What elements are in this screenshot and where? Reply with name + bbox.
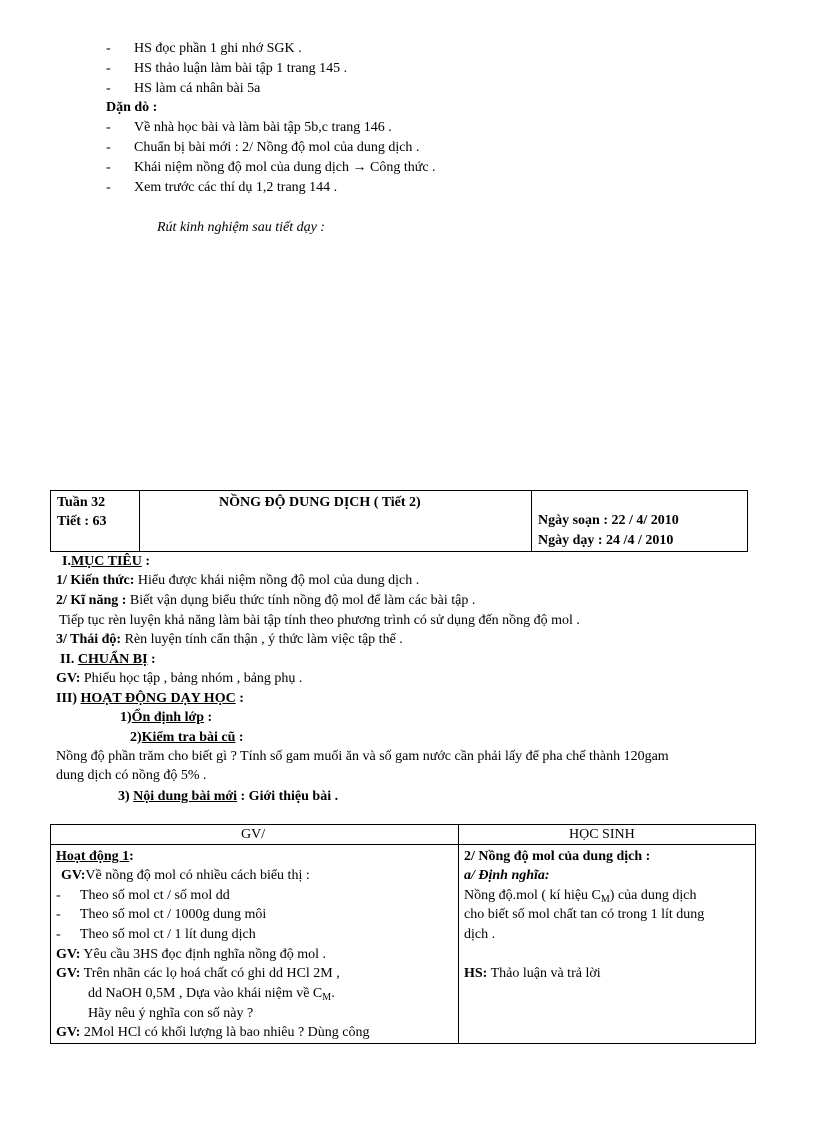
section-heading: II. CHUẨN BỊ : <box>60 652 156 667</box>
rut-kinh-nghiem: Rút kinh nghiệm sau tiết dạy : <box>157 220 325 235</box>
hs-title: 2/ Nồng độ mol của dung dịch : <box>464 849 651 864</box>
subsection-heading: 2)Kiểm tra bài cũ : <box>130 730 244 745</box>
dan-do-title: Dặn dò : <box>106 100 158 115</box>
header-divider <box>51 844 755 845</box>
list-item: - Theo số mol ct / 1 lít dung dịch <box>56 927 256 942</box>
question-line: Nồng độ phần trăm cho biết gì ? Tính số gam muối ăn và số gam nước cần phải lấy để pha chế thành 120gam <box>56 749 669 764</box>
gv-line: GV: 2Mol HCl có khối lượng là bao nhiêu ? Dùng công <box>56 1025 370 1040</box>
list-item: - HS đọc phần 1 ghi nhớ SGK . <box>106 41 302 56</box>
header-date-cell <box>531 491 748 551</box>
list-item: - HS thảo luận làm bài tập 1 trang 145 . <box>106 61 348 76</box>
activity-table <box>50 824 756 1044</box>
knowledge-line: 1/ Kiến thức: Hiểu được khái niệm nồng độ mol của dung dịch . <box>56 573 420 588</box>
list-item: - HS làm cá nhân bài 5a <box>106 81 261 96</box>
section-heading: III) HOẠT ĐỘNG DẠY HỌC : <box>56 691 244 706</box>
gv-line: GV: Trên nhãn các lọ hoá chất có ghi dd HCl 2M , <box>56 966 340 981</box>
col-header-hs: HỌC SINH <box>569 827 635 842</box>
teach-date: Ngày dạy : 24 /4 / 2010 <box>538 533 674 548</box>
gv-prep-line: GV: Phiếu học tập , bảng nhóm , bảng phụ . <box>56 671 303 686</box>
hs-line: Nồng độ.mol ( kí hiệu $C_M$) của dung dịch <box>464 888 697 905</box>
gv-line: Hãy nêu ý nghĩa con số này ? <box>88 1006 254 1021</box>
skill-line: 2/ Kĩ năng : Biết vận dụng biểu thức tính nồng độ mol để làm các bài tập . <box>56 593 476 608</box>
list-item: - Theo số mol ct / 1000g dung môi <box>56 907 267 922</box>
period-label: Tiết : 63 <box>57 514 107 529</box>
gv-line: GV: Yêu cầu 3HS đọc định nghĩa nồng độ mol . <box>56 947 327 962</box>
gv-line: dd NaOH 0,5M , Dựa vào khái niệm về $C_M$. <box>88 986 335 1003</box>
header-week-cell <box>51 491 140 551</box>
list-item: - Theo số mol ct / số mol dd <box>56 888 230 903</box>
skill-line-2: Tiếp tục rèn luyện khả năng làm bài tập tính theo phương trình có sử dụng đến nồng độ mol . <box>59 613 580 628</box>
subsection-heading: 3) Nội dung bài mới : Giới thiệu bài . <box>118 789 339 804</box>
section-heading: I.MỤC TIÊU : <box>62 554 151 569</box>
question-line: dung dịch có nồng độ 5% . <box>56 768 207 783</box>
hs-line: cho biết số mol chất tan có trong 1 lít dung <box>464 907 705 922</box>
list-item: - Khái niệm nồng độ mol của dung dịch → Công thức . <box>106 160 436 175</box>
list-item: - Chuẩn bị bài mới : 2/ Nồng độ mol của dung dịch . <box>106 140 420 155</box>
hs-line: dịch . <box>464 927 496 942</box>
list-item: - Về nhà học bài và làm bài tập 5b,c trang 146 . <box>106 120 392 135</box>
hs-line: HS: Thảo luận và trả lời <box>464 966 601 981</box>
col-header-gv: GV/ <box>241 827 266 842</box>
prep-date: Ngày soạn : 22 / 4/ 2010 <box>538 513 679 528</box>
hs-definition-label: a/ Định nghĩa: <box>464 868 550 883</box>
list-item: - Xem trước các thí dụ 1,2 trang 144 . <box>106 180 338 195</box>
week-label: Tuần 32 <box>57 495 106 510</box>
subsection-heading: 1)Ổn định lớp : <box>120 710 213 725</box>
lesson-title: NỒNG ĐỘ DUNG DỊCH ( Tiết 2) <box>219 495 421 510</box>
column-divider <box>458 825 459 1043</box>
lesson-header-table <box>50 490 748 552</box>
activity-title: Hoạt động 1: <box>56 849 134 864</box>
gv-line: GV:Về nồng độ mol có nhiều cách biểu thị : <box>61 868 310 883</box>
attitude-line: 3/ Thái độ: Rèn luyện tính cẩn thận , ý thức làm việc tập thể . <box>56 632 403 647</box>
